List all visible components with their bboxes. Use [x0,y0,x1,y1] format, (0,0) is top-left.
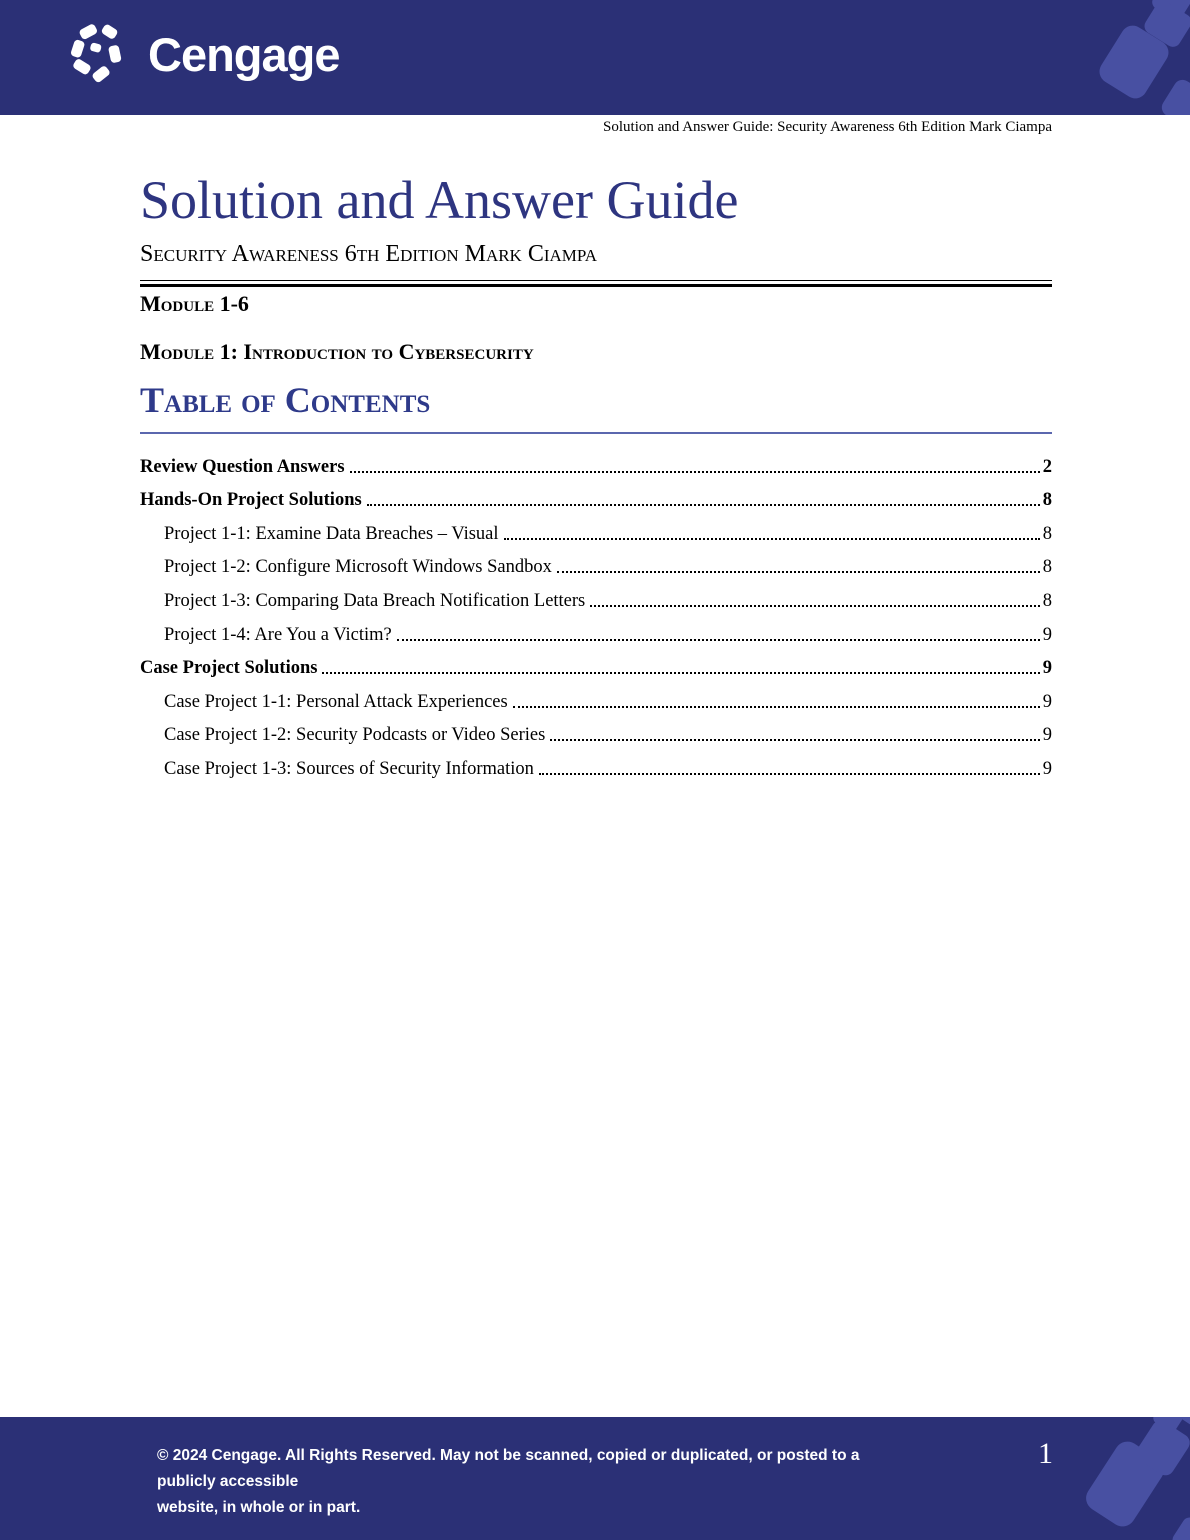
toc-entry[interactable] [140,444,1052,478]
toc-heading: Table of Contents [140,380,431,420]
toc-dot-leader [322,672,1039,674]
toc-entry-page[interactable]: 8 [1042,523,1052,544]
cengage-pinwheel-icon [66,20,134,88]
table-of-contents [140,444,1052,780]
toc-entry[interactable] [140,478,1052,512]
page-number: 1 [1038,1437,1053,1470]
toc-entry-page[interactable]: 8 [1042,590,1052,611]
toc-entry-label[interactable]: Project 1-3: Comparing Data Breach Notification Letters [164,590,586,611]
copyright-line-2: website, in whole or in part. [157,1499,361,1516]
toc-entry-label[interactable]: Case Project 1-3: Sources of Security Information [164,758,534,779]
page-title: Solution and Answer Guide [140,170,739,230]
corner-decoration-top-right-icon [970,0,1190,115]
toc-entry[interactable] [140,612,1052,646]
toc-entry-label[interactable]: Project 1-4: Are You a Victim? [164,624,392,645]
header-bar [0,0,1190,115]
toc-dot-leader [590,605,1039,607]
toc-entry-label[interactable]: Hands-On Project Solutions [140,490,362,511]
corner-decoration-bottom-right-icon [970,1417,1190,1540]
toc-entry-label[interactable]: Project 1-2: Configure Microsoft Windows Sandbox [164,557,552,578]
toc-entry-label[interactable]: Review Question Answers [140,456,345,477]
toc-entry-label[interactable]: Case Project 1-1: Personal Attack Experiences [164,691,508,712]
toc-entry[interactable] [140,679,1052,713]
cengage-wordmark: Cengage [148,27,340,81]
toc-entry-page[interactable]: 8 [1042,557,1052,578]
toc-entry[interactable] [140,713,1052,747]
toc-entry-page[interactable]: 8 [1042,490,1052,511]
title-divider [140,280,1052,287]
toc-entry-page[interactable]: 9 [1042,758,1052,779]
toc-entry[interactable] [140,646,1052,680]
footer-bar [0,1417,1190,1540]
toc-entry[interactable] [140,511,1052,545]
toc-entry[interactable] [140,578,1052,612]
toc-dot-leader [504,538,1040,540]
toc-entry-page[interactable]: 2 [1042,456,1052,477]
edition-subtitle: Security Awareness 6th Edition Mark Ciampa [140,241,598,267]
toc-entry-label[interactable]: Case Project Solutions [140,658,318,679]
toc-entry[interactable] [140,746,1052,780]
cengage-logo [66,20,340,88]
toc-dot-leader [350,471,1040,473]
toc-heading-underline [140,432,1052,434]
toc-entry-page[interactable]: 9 [1042,691,1052,712]
toc-dot-leader [539,773,1040,775]
toc-entry-page[interactable]: 9 [1042,624,1052,645]
toc-dot-leader [513,706,1040,708]
toc-dot-leader [397,639,1040,641]
toc-dot-leader [550,739,1039,741]
copyright-notice [157,1443,917,1521]
toc-entry-page[interactable]: 9 [1042,658,1052,679]
copyright-line-1: © 2024 Cengage. All Rights Reserved. May not be scanned, copied or duplicated, or posted to a publicly accessible [157,1447,860,1490]
running-header: Solution and Answer Guide: Security Awareness 6th Edition Mark Ciampa [603,119,1052,135]
toc-dot-leader [367,504,1040,506]
module-title-heading: Module 1: Introduction to Cybersecurity [140,339,534,364]
toc-entry-label[interactable]: Project 1-1: Examine Data Breaches – Visual [164,523,499,544]
toc-dot-leader [557,571,1040,573]
toc-entry[interactable] [140,545,1052,579]
toc-entry-label[interactable]: Case Project 1-2: Security Podcasts or Video Series [164,725,546,746]
module-range-heading: Module 1-6 [140,291,249,316]
toc-entry-page[interactable]: 9 [1042,725,1052,746]
